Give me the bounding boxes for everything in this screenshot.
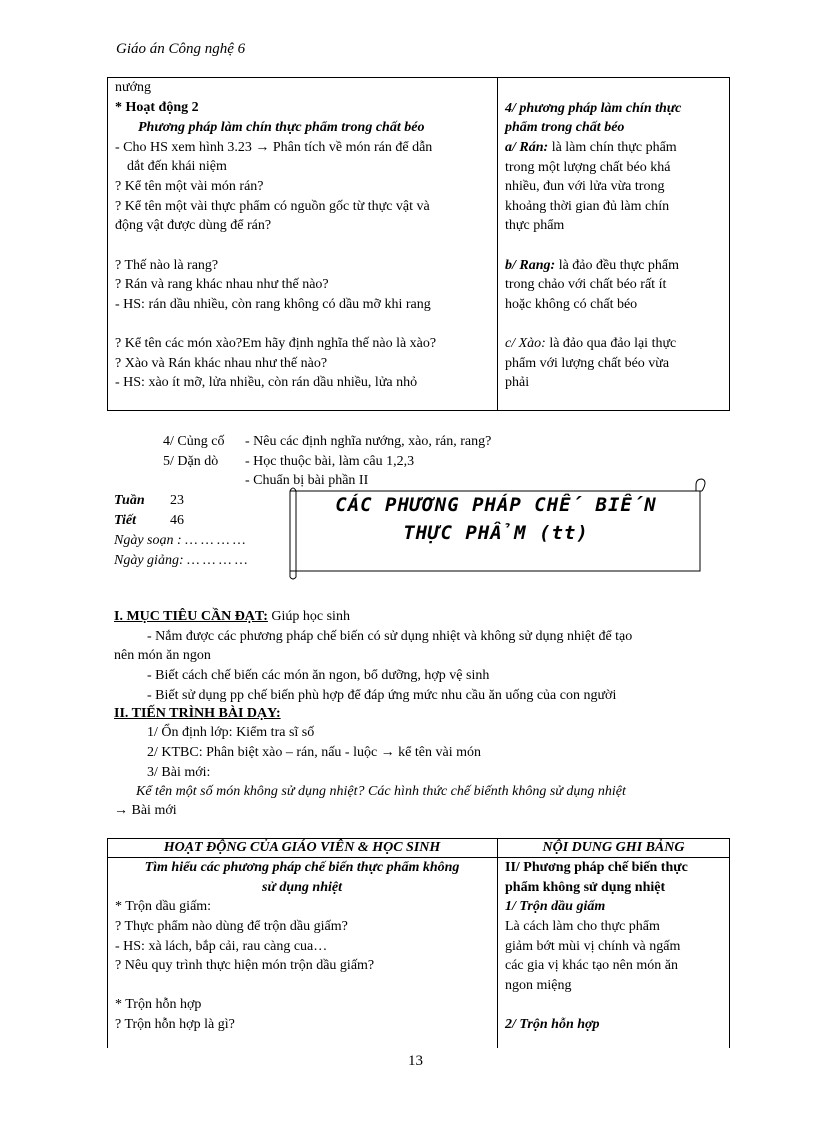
activity-heading: * Hoạt động 2 <box>115 100 199 115</box>
week-label: Tuần <box>114 493 145 508</box>
definition-line: trong chảo với chất béo rất ít <box>505 277 667 292</box>
table2-right-line: giảm bớt mùi vị chính và ngấm <box>505 939 681 954</box>
table2-right-line: ngon miệng <box>505 978 572 993</box>
method-heading: 4/ phương pháp làm chín thực <box>505 101 682 116</box>
table2-header-left: HOẠT ĐỘNG CỦA GIÁO VIÊN & HỌC SINH <box>163 840 441 855</box>
definition-fry: a/ Rán: là làm chín thực phẩm <box>505 140 677 155</box>
subsection-heading: 1/ Trộn dầu giấm <box>505 899 606 914</box>
homework-text: - Học thuộc bài, làm câu 1,2,3 <box>245 454 415 469</box>
table2-divider <box>497 838 498 1048</box>
table2-left-line: ? Nêu quy trình thực hiện món trộn dầu giấm? <box>115 958 375 973</box>
definition-line: khoảng thời gian đủ làm chín <box>505 199 670 214</box>
table2-right-line: Là cách làm cho thực phẩm <box>505 919 660 934</box>
lesson-question: Kể tên một số món không sử dụng nhiệt? Các hình thức chế biếnth không sử dụng nhiệt <box>136 784 626 799</box>
definition-line: hoặc không có chất béo <box>505 297 638 312</box>
title-banner <box>280 477 712 581</box>
table2-left-line: ? Thực phẩm nào dùng để trộn dầu giấm? <box>115 919 348 934</box>
procedure-step: 3/ Bài mới: <box>147 765 211 780</box>
table2-left-line: - HS: xà lách, bắp cải, rau càng cua… <box>115 939 328 954</box>
objective-item: nên món ăn ngon <box>114 648 211 663</box>
definition-line: thực phẩm <box>505 218 565 233</box>
table1-left-line: ? Kể tên các món xào?Em hãy định nghĩa thế nào là xào? <box>115 336 437 351</box>
period-label: Tiết <box>114 513 137 528</box>
banner-title-line1: CÁC PHƯƠNG PHÁP CHẾ BIẾN <box>335 494 657 516</box>
table1-left-line: nướng <box>115 80 151 95</box>
table2-right-line: các gia vị khác tạo nên món ăn <box>505 958 678 973</box>
table1-left-line: ? Rán và rang khác nhau như thế nào? <box>115 277 329 292</box>
homework-label: 5/ Dặn dò <box>163 454 219 469</box>
table2-left-line: ? Trộn hỗn hợp là gì? <box>115 1017 235 1032</box>
table2-left-line: * Trộn hỗn hợp <box>115 997 202 1012</box>
objectives-heading: I. MỤC TIÊU CẦN ĐẠT: Giúp học sinh <box>114 609 350 624</box>
table1-left-line: ? Kể tên một vài thực phẩm có nguồn gốc từ thực vật và <box>115 199 430 214</box>
table2-header-right: NỘI DUNG GHI BẢNG <box>542 840 685 855</box>
period-value: 46 <box>170 513 184 528</box>
table1-left-line: ? Kể tên một vài món rán? <box>115 179 264 194</box>
procedure-step: 1/ Ổn định lớp: Kiểm tra sĩ số <box>147 725 315 740</box>
activity-heading: Tìm hiểu các phương pháp chế biến thực phẩm không <box>144 860 460 875</box>
objective-item: - Nắm được các phương pháp chế biến có sử dụng nhiệt và không sử dụng nhiệt để tạo <box>147 629 633 644</box>
activity-subheading: Phương pháp làm chín thực phẩm trong chất béo <box>138 120 425 135</box>
section-heading: phẩm không sử dụng nhiệt <box>505 880 666 895</box>
method-heading: phẩm trong chất béo <box>505 120 625 135</box>
teaching-date: Ngày giảng: … … … … <box>114 553 248 568</box>
procedure-heading: II. TIẾN TRÌNH BÀI DẠY: <box>114 706 281 721</box>
document-header-title: Giáo án Công nghệ 6 <box>116 41 246 57</box>
table1-left-line: - HS: xào ít mỡ, lửa nhiều, còn rán dầu nhiều, lửa nhỏ <box>115 375 418 390</box>
section-heading: II/ Phương pháp chế biến thực <box>505 860 688 875</box>
table1-left-line: động vật được dùng để rán? <box>115 218 272 233</box>
table1-left-line: - HS: rán dầu nhiều, còn rang không có dầu mỡ khi rang <box>115 297 431 312</box>
prepared-date: Ngày soạn : … … … … <box>114 533 246 548</box>
definition-line: phẩm với lượng chất béo vừa <box>505 356 670 371</box>
definition-stirfry: c/ Xào: là đảo qua đảo lại thực <box>505 336 677 351</box>
definition-line: nhiều, đun với lửa vừa trong <box>505 179 665 194</box>
review-text: - Nêu các định nghĩa nướng, xào, rán, rang? <box>245 434 492 449</box>
activity-heading: sử dụng nhiệt <box>262 880 342 895</box>
table2-left-line: * Trộn dầu giấm: <box>115 899 212 914</box>
table1-left-line: - Cho HS xem hình 3.23 → Phân tích về món rán để dẫn <box>115 140 433 155</box>
procedure-step: 2/ KTBC: Phân biệt xào – rán, nấu - luộc → kể tên vài món <box>147 745 481 760</box>
table1-left-line: ? Xào và Rán khác nhau như thế nào? <box>115 356 328 371</box>
subsection-heading: 2/ Trộn hỗn hợp <box>505 1017 600 1032</box>
lesson-question-continue: → Bài mới <box>114 803 177 818</box>
page-number: 13 <box>408 1053 423 1069</box>
table1-left-line: ? Thế nào là rang? <box>115 258 219 273</box>
definition-line: phải <box>505 375 530 390</box>
definition-line: trong một lượng chất béo khá <box>505 160 671 175</box>
table1-divider <box>497 77 498 411</box>
definition-roast: b/ Rang: là đảo đều thực phẩm <box>505 258 680 273</box>
week-value: 23 <box>170 493 184 508</box>
objective-item: - Biết sử dụng pp chế biến phù hợp để đáp ứng mức nhu cầu ăn uống của con người <box>147 688 617 703</box>
banner-title-line2: THỰC PHẨM (tt) <box>403 522 589 544</box>
review-label: 4/ Củng cố <box>163 434 225 449</box>
objective-item: - Biết cách chế biến các món ăn ngon, bổ dưỡng, hợp vệ sinh <box>147 668 490 683</box>
table1-left-line: dắt đến khái niệm <box>127 159 227 174</box>
homework-text: - Chuẩn bị bài phần II <box>245 473 369 488</box>
